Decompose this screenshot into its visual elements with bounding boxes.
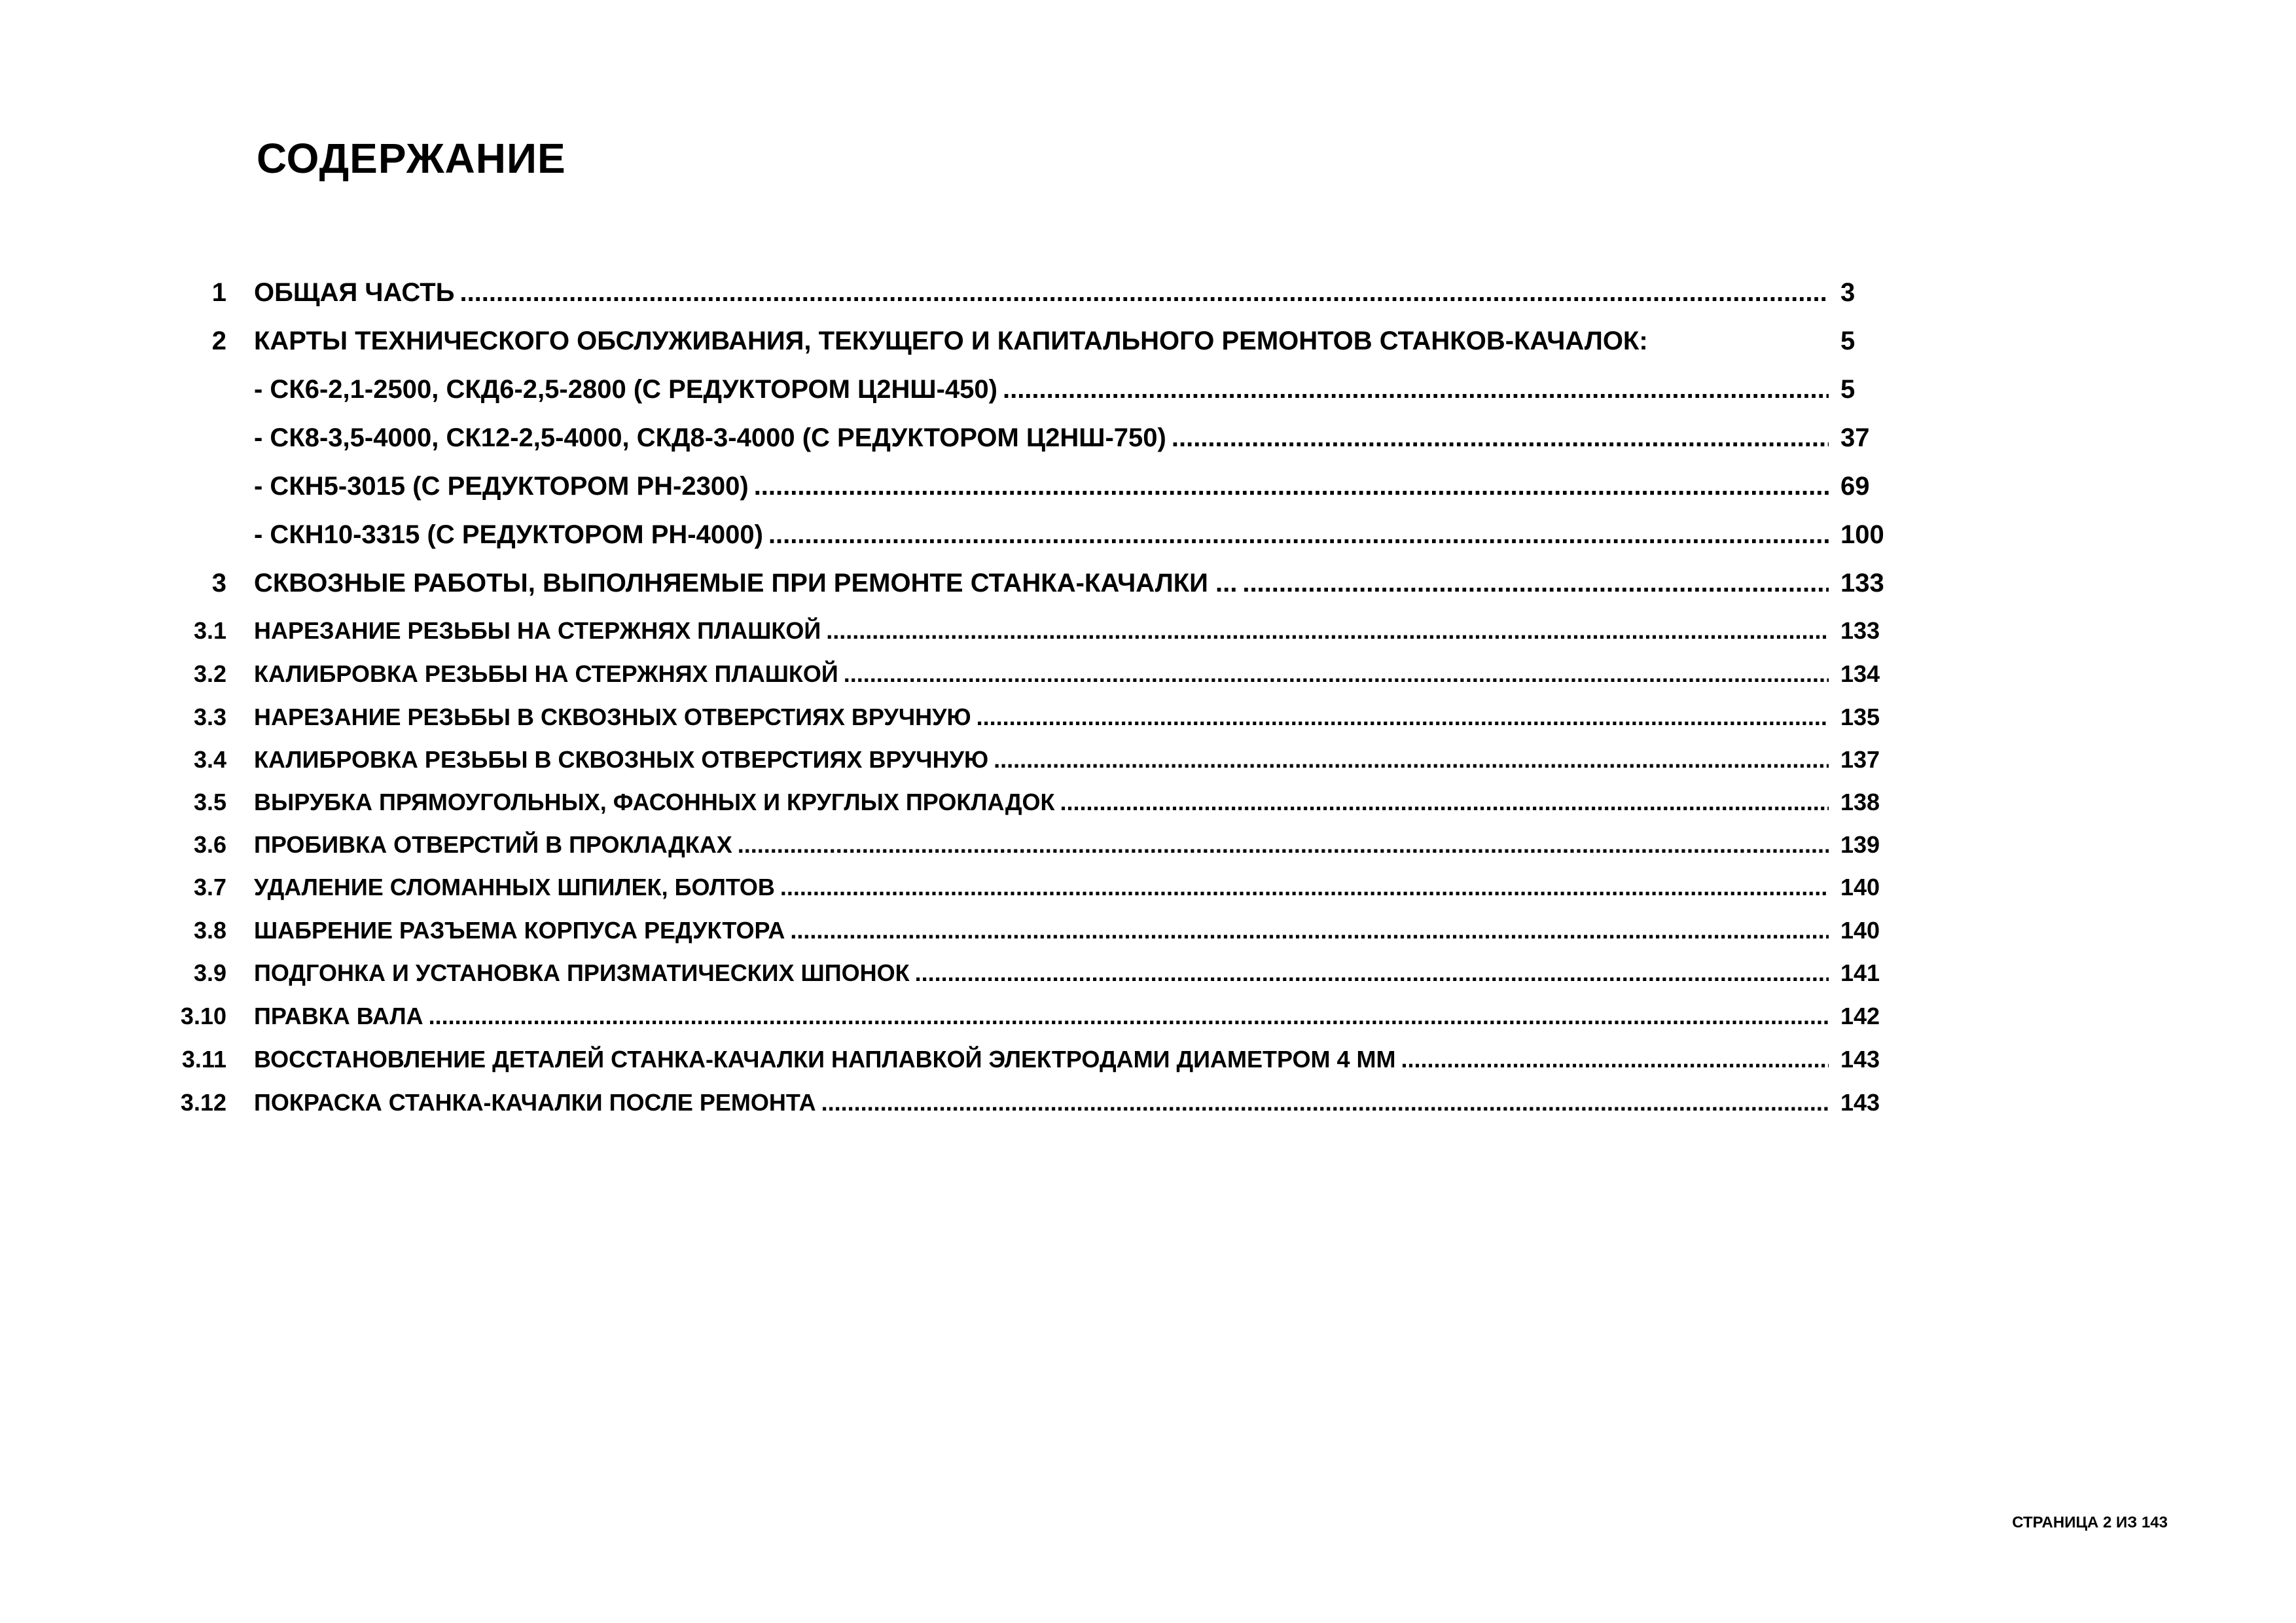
toc-entry-label: - СК8-3,5-4000, СК12-2,5-4000, СКД8-3-4000 (С РЕДУКТОРОМ Ц2НШ-750) [254, 423, 1166, 452]
page-footer: СТРАНИЦА 2 ИЗ 143 [2012, 1514, 2168, 1531]
toc-entry-label: КАЛИБРОВКА РЕЗЬБЫ НА СТЕРЖНЯХ ПЛАШКОЙ [254, 660, 838, 687]
toc-entry-page: 140 [1840, 917, 1880, 944]
toc-entry-page: 137 [1840, 746, 1880, 773]
toc-leader-dots [429, 1003, 1829, 1030]
toc-leader-dots [821, 1089, 1829, 1116]
toc-entry-page: 3 [1840, 278, 1856, 307]
toc-entry-number: 3.4 [193, 746, 226, 773]
toc-leader-dots [844, 660, 1829, 688]
toc-leader-dots [826, 617, 1829, 645]
toc-leader-dots [768, 520, 1829, 550]
toc-leader-dots [977, 704, 1829, 731]
toc-leader-dots [1401, 1046, 1829, 1073]
toc-leader-dots [754, 472, 1829, 501]
toc-entry[interactable] [0, 917, 2296, 956]
toc-entry-label: НАРЕЗАНИЕ РЕЗЬБЫ НА СТЕРЖНЯХ ПЛАШКОЙ [254, 617, 821, 644]
toc-leader-dots [915, 959, 1829, 987]
toc-entry-number: 3.3 [193, 704, 226, 730]
toc-entry[interactable] [0, 1003, 2296, 1042]
toc-entry-number: 3 [211, 569, 226, 597]
toc-entry-page: 142 [1840, 1003, 1880, 1029]
toc-entry-label: - СКН10-3315 (С РЕДУКТОРОМ РН-4000) [254, 520, 763, 549]
toc-entry-page: 134 [1840, 660, 1880, 687]
toc-entry-label: - СКН5-3015 (С РЕДУКТОРОМ РН-2300) [254, 472, 749, 501]
toc-entry-label: ПОДГОНКА И УСТАНОВКА ПРИЗМАТИЧЕСКИХ ШПОНОК [254, 959, 910, 986]
toc-entry-number: 3.6 [193, 831, 226, 858]
toc-entry-label: ПРОБИВКА ОТВЕРСТИЙ В ПРОКЛАДКАХ [254, 831, 732, 858]
toc-entry-label: ВОССТАНОВЛЕНИЕ ДЕТАЛЕЙ СТАНКА-КАЧАЛКИ НАПЛАВКОЙ ЭЛЕКТРОДАМИ ДИАМЕТРОМ 4 ММ [254, 1046, 1396, 1073]
toc-leader-dots [994, 746, 1829, 774]
toc-entry[interactable] [0, 874, 2296, 913]
toc-entry[interactable] [0, 1089, 2296, 1128]
toc-entry-number: 3.7 [193, 874, 226, 901]
toc-entry-number: 3.11 [181, 1046, 226, 1073]
toc-entry-page: 5 [1840, 327, 1856, 355]
toc-entry-label: ПОКРАСКА СТАНКА-КАЧАЛКИ ПОСЛЕ РЕМОНТА [254, 1089, 816, 1116]
toc-entry[interactable] [0, 746, 2296, 785]
toc-entry-label: УДАЛЕНИЕ СЛОМАННЫХ ШПИЛЕК, БОЛТОВ [254, 874, 775, 901]
toc-entry[interactable] [0, 423, 2296, 463]
toc-entry[interactable] [0, 704, 2296, 743]
toc-leader-dots [459, 278, 1829, 308]
page-title: СОДЕРЖАНИЕ [257, 135, 566, 182]
toc-leader-dots [780, 874, 1829, 901]
toc-entry-page: 140 [1840, 874, 1880, 901]
toc-entry-number: 3.10 [180, 1003, 226, 1029]
toc-entry-label: ШАБРЕНИЕ РАЗЪЕМА КОРПУСА РЕДУКТОРА [254, 917, 785, 944]
toc-entry[interactable] [0, 520, 2296, 560]
toc-leader-dots [790, 917, 1829, 944]
toc-entry-page: 141 [1840, 959, 1880, 986]
toc-entry-page: 139 [1840, 831, 1880, 858]
toc-leader-dots [1172, 423, 1829, 453]
toc-entry[interactable] [0, 327, 2296, 366]
toc-entry[interactable] [0, 278, 2296, 317]
toc-entry-label: ВЫРУБКА ПРЯМОУГОЛЬНЫХ, ФАСОННЫХ И КРУГЛЫХ ПРОКЛАДОК [254, 789, 1055, 815]
toc-entry-number: 3.2 [193, 660, 226, 687]
toc-leader-dots [1003, 375, 1829, 404]
toc-entry-page: 133 [1840, 569, 1884, 597]
toc-leader-dots [1060, 789, 1829, 816]
toc-entry-label: СКВОЗНЫЕ РАБОТЫ, ВЫПОЛНЯЕМЫЕ ПРИ РЕМОНТЕ СТАНКА-КАЧАЛКИ ... [254, 569, 1238, 597]
toc-entry-page: 100 [1840, 520, 1884, 549]
toc-entry-number: 3.5 [193, 789, 226, 815]
toc-entry-label: ПРАВКА ВАЛА [254, 1003, 423, 1029]
toc-entry[interactable] [0, 959, 2296, 999]
toc-entry-label: - СК6-2,1-2500, СКД6-2,5-2800 (С РЕДУКТОРОМ Ц2НШ-450) [254, 375, 997, 404]
toc-entry-number: 3.8 [193, 917, 226, 944]
toc-entry-page: 138 [1840, 789, 1880, 815]
toc-entry-number: 3.1 [193, 617, 226, 644]
toc-entry[interactable] [0, 831, 2296, 870]
toc-entry-label: КАРТЫ ТЕХНИЧЕСКОГО ОБСЛУЖИВАНИЯ, ТЕКУЩЕГО И КАПИТАЛЬНОГО РЕМОНТОВ СТАНКОВ-КАЧАЛОК: [254, 327, 1648, 355]
toc-entry[interactable] [0, 1046, 2296, 1085]
toc-entry[interactable] [0, 789, 2296, 828]
toc-entry-label: КАЛИБРОВКА РЕЗЬБЫ В СКВОЗНЫХ ОТВЕРСТИЯХ ВРУЧНУЮ [254, 746, 989, 773]
toc-entry-page: 5 [1840, 375, 1856, 404]
toc-entry-number: 3.12 [180, 1089, 226, 1116]
toc-entry[interactable] [0, 375, 2296, 414]
toc-entry-number: 2 [211, 327, 226, 355]
toc-entry-page: 37 [1840, 423, 1870, 452]
toc-entry-page: 143 [1840, 1046, 1880, 1073]
toc-entry-number: 1 [211, 278, 226, 307]
toc-entry-label: НАРЕЗАНИЕ РЕЗЬБЫ В СКВОЗНЫХ ОТВЕРСТИЯХ ВРУЧНУЮ [254, 704, 971, 730]
toc-entry-page: 135 [1840, 704, 1880, 730]
toc-entry-page: 133 [1840, 617, 1880, 644]
toc-entry[interactable] [0, 569, 2296, 608]
toc-leader-dots [738, 831, 1829, 859]
toc-entry-label: ОБЩАЯ ЧАСТЬ [254, 278, 455, 307]
toc-entry[interactable] [0, 472, 2296, 511]
toc-leader-dots [1242, 569, 1829, 598]
toc-entry-page: 143 [1840, 1089, 1880, 1116]
toc-entry[interactable] [0, 660, 2296, 700]
toc-entry[interactable] [0, 617, 2296, 656]
toc-entry-number: 3.9 [193, 959, 226, 986]
toc-entry-page: 69 [1840, 472, 1870, 501]
